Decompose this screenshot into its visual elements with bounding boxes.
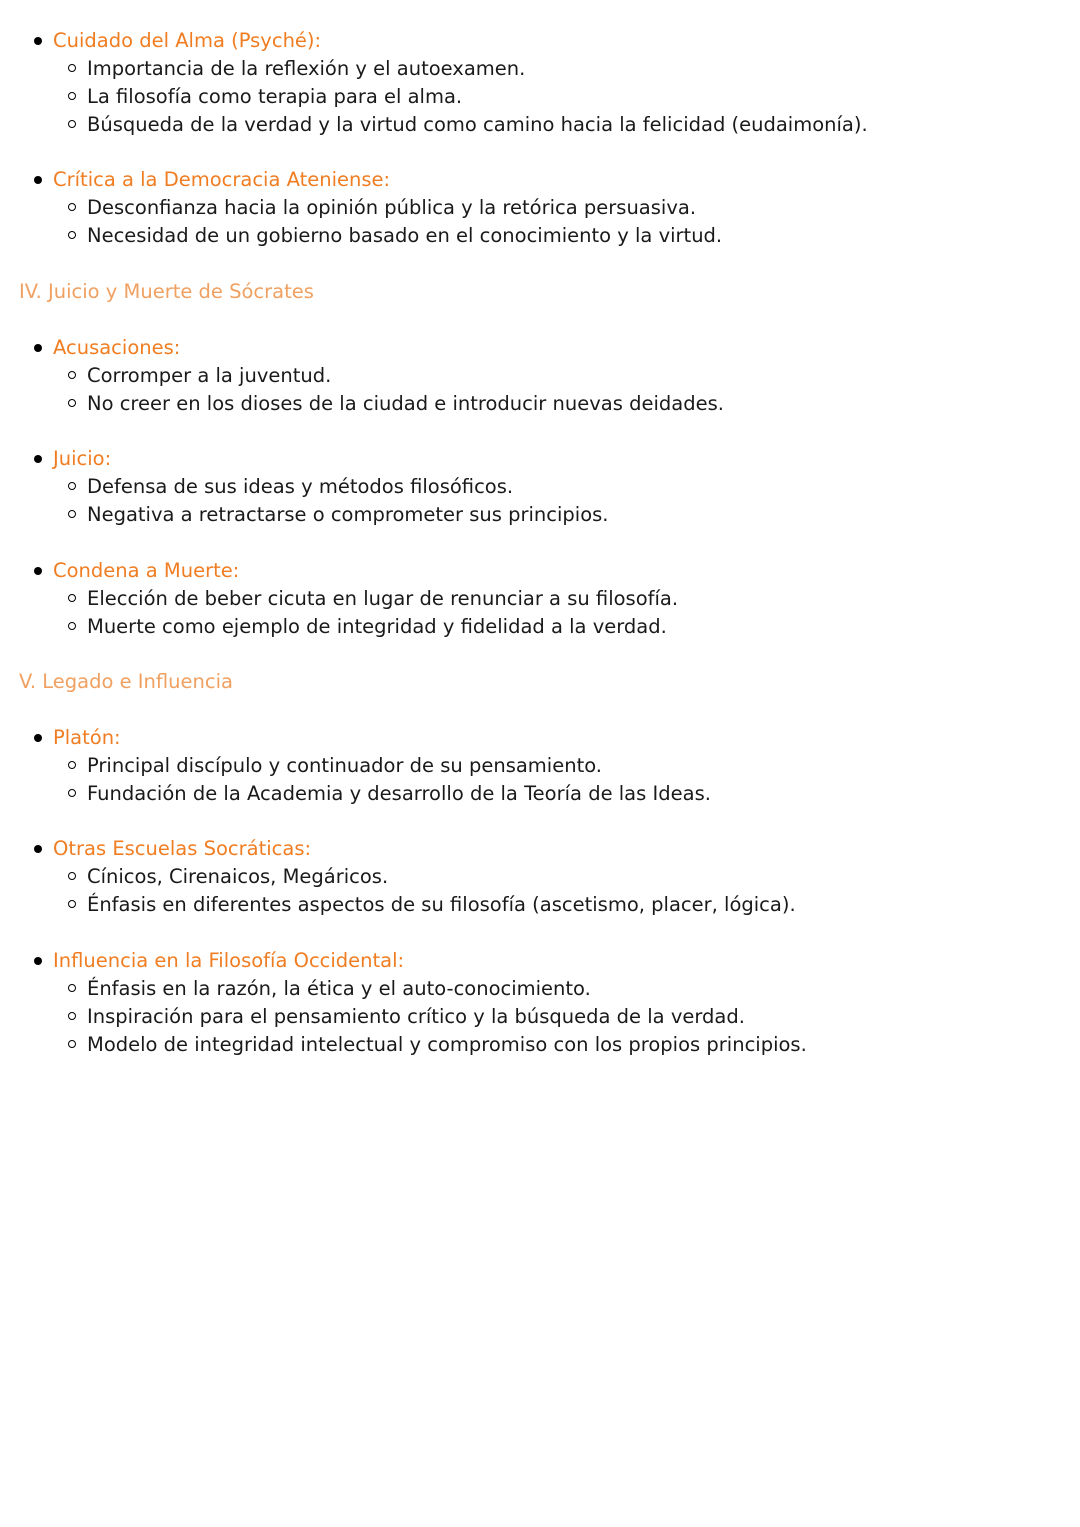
bullet-circle-icon xyxy=(68,761,76,769)
list-item xyxy=(0,194,1080,222)
list-item xyxy=(0,473,1080,501)
topic-influencia-occidental xyxy=(0,947,1080,1059)
list-item xyxy=(0,863,1080,891)
topic-title: Cuidado del Alma (Psyché): xyxy=(53,29,322,52)
section-heading: IV. Juicio y Muerte de Sócrates xyxy=(19,280,314,303)
bullet-disc-icon xyxy=(34,344,42,352)
topic-header xyxy=(0,557,1080,585)
bullet-circle-icon xyxy=(68,482,76,490)
list-item xyxy=(0,362,1080,390)
topic-acusaciones xyxy=(0,334,1080,418)
list-item xyxy=(0,975,1080,1003)
topic-title: Juicio: xyxy=(53,447,112,470)
list-item-text: Búsqueda de la verdad y la virtud como camino hacia la felicidad (eudaimonía). xyxy=(87,113,868,136)
topic-header xyxy=(0,27,1080,55)
bullet-circle-icon xyxy=(68,371,76,379)
topic-header xyxy=(0,835,1080,863)
topic-otras-escuelas xyxy=(0,835,1080,919)
list-item-text: Muerte como ejemplo de integridad y fidelidad a la verdad. xyxy=(87,615,667,638)
topic-title: Platón: xyxy=(53,726,121,749)
list-item-text: Énfasis en diferentes aspectos de su filosofía (ascetismo, placer, lógica). xyxy=(87,893,796,916)
bullet-circle-icon xyxy=(68,120,76,128)
topic-header xyxy=(0,166,1080,194)
bullet-disc-icon xyxy=(34,567,42,575)
list-item xyxy=(0,891,1080,919)
list-item xyxy=(0,55,1080,83)
list-item xyxy=(0,585,1080,613)
list-item-text: Importancia de la reflexión y el autoexamen. xyxy=(87,57,526,80)
list-item-text: Desconfianza hacia la opinión pública y la retórica persuasiva. xyxy=(87,196,697,219)
bullet-circle-icon xyxy=(68,1040,76,1048)
list-item-text: Defensa de sus ideas y métodos filosóficos. xyxy=(87,475,514,498)
bullet-circle-icon xyxy=(68,203,76,211)
topic-title: Condena a Muerte: xyxy=(53,559,240,582)
list-item xyxy=(0,780,1080,808)
bullet-circle-icon xyxy=(68,92,76,100)
bullet-disc-icon xyxy=(34,176,42,184)
topic-header xyxy=(0,724,1080,752)
bullet-disc-icon xyxy=(34,37,42,45)
bullet-disc-icon xyxy=(34,845,42,853)
list-item xyxy=(0,1031,1080,1059)
bullet-disc-icon xyxy=(34,734,42,742)
topic-condena-a-muerte xyxy=(0,557,1080,641)
list-item xyxy=(0,222,1080,250)
bullet-disc-icon xyxy=(34,957,42,965)
topic-title: Influencia en la Filosofía Occidental: xyxy=(53,949,405,972)
list-item xyxy=(0,752,1080,780)
bullet-circle-icon xyxy=(68,64,76,72)
topic-title: Acusaciones: xyxy=(53,336,181,359)
topic-header xyxy=(0,334,1080,362)
topic-header xyxy=(0,947,1080,975)
bullet-circle-icon xyxy=(68,984,76,992)
topic-title: Otras Escuelas Socráticas: xyxy=(53,837,312,860)
list-item-text: Inspiración para el pensamiento crítico y la búsqueda de la verdad. xyxy=(87,1005,745,1028)
list-item-text: Modelo de integridad intelectual y compromiso con los propios principios. xyxy=(87,1033,807,1056)
list-item xyxy=(0,111,1080,139)
bullet-circle-icon xyxy=(68,594,76,602)
list-item xyxy=(0,613,1080,641)
list-item-text: Fundación de la Academia y desarrollo de la Teoría de las Ideas. xyxy=(87,782,711,805)
topic-platon xyxy=(0,724,1080,808)
topic-cuidado-del-alma xyxy=(0,27,1080,139)
topic-header xyxy=(0,445,1080,473)
bullet-circle-icon xyxy=(68,789,76,797)
list-item-text: Principal discípulo y continuador de su pensamiento. xyxy=(87,754,603,777)
bullet-circle-icon xyxy=(68,510,76,518)
bullet-disc-icon xyxy=(34,455,42,463)
list-item-text: No creer en los dioses de la ciudad e introducir nuevas deidades. xyxy=(87,392,724,415)
bullet-circle-icon xyxy=(68,622,76,630)
list-item xyxy=(0,1003,1080,1031)
bullet-circle-icon xyxy=(68,900,76,908)
topic-critica-democracia xyxy=(0,166,1080,250)
list-item-text: La filosofía como terapia para el alma. xyxy=(87,85,463,108)
list-item-text: Elección de beber cicuta en lugar de renunciar a su filosofía. xyxy=(87,587,679,610)
list-item xyxy=(0,83,1080,111)
bullet-circle-icon xyxy=(68,399,76,407)
list-item-text: Negativa a retractarse o comprometer sus principios. xyxy=(87,503,609,526)
section-heading: V. Legado e Influencia xyxy=(19,670,233,693)
list-item-text: Corromper a la juventud. xyxy=(87,364,332,387)
topic-juicio xyxy=(0,445,1080,529)
topic-title: Crítica a la Democracia Ateniense: xyxy=(53,168,391,191)
list-item-text: Cínicos, Cirenaicos, Megáricos. xyxy=(87,865,389,888)
bullet-circle-icon xyxy=(68,1012,76,1020)
list-item-text: Necesidad de un gobierno basado en el conocimiento y la virtud. xyxy=(87,224,723,247)
list-item xyxy=(0,390,1080,418)
bullet-circle-icon xyxy=(68,872,76,880)
list-item xyxy=(0,501,1080,529)
bullet-circle-icon xyxy=(68,231,76,239)
list-item-text: Énfasis en la razón, la ética y el auto-conocimiento. xyxy=(87,977,591,1000)
